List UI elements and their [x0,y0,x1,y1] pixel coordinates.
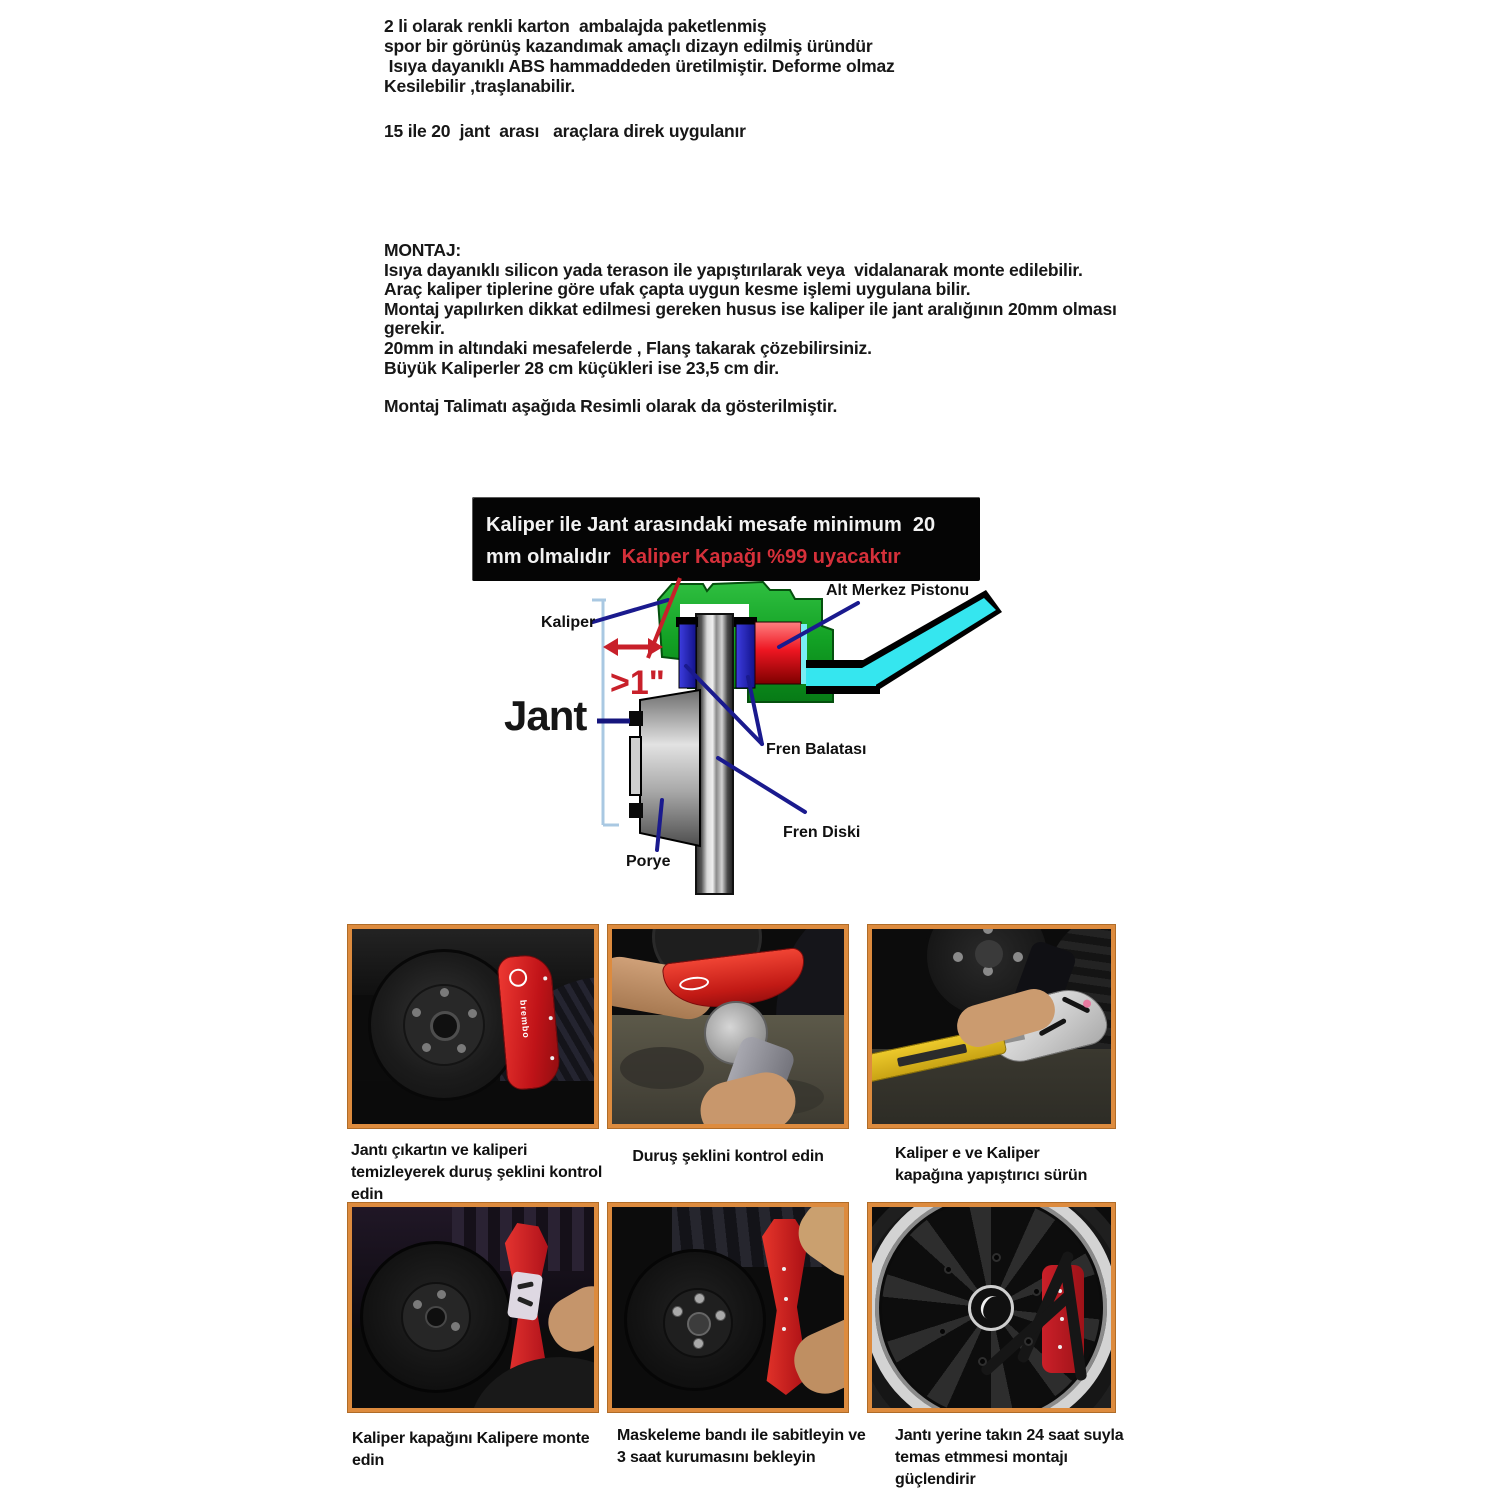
brake-pad-right [736,624,755,688]
brand-logo-ring [678,975,709,992]
step-photo-2 [608,925,848,1128]
rivet-dot [1060,1317,1064,1321]
center-cap-logo [977,1292,1007,1323]
lug-nut [715,1310,726,1321]
montaj-line: Araç kaliper tiplerine göre ufak çapta uygun kesme işlemi uygulana bilir. [384,279,971,300]
intro-line: Isıya dayanıklı ABS hammaddeden üretilmiştir. Deforme olmaz [384,56,895,76]
hose-diag [862,598,996,686]
label-fren-diski: Fren Diski [783,824,861,841]
center-cap [975,940,1003,968]
lug-bolt [437,1290,446,1299]
step-photo-1 [348,925,598,1128]
lug-bolt [412,1008,421,1017]
floor-stain [620,1047,704,1089]
banner-line-2-red: Kaliper Kapağı %99 uyacaktır [621,546,901,568]
brand-text: brembo [518,999,532,1040]
masking-paper [507,1271,543,1321]
step-caption-4: Kaliper kapağını Kalipere monte edin [352,1430,590,1469]
lug-nut [694,1293,705,1304]
montaj-line: Isıya dayanıklı silicon yada terason ile yapıştırılarak veya vidalanarak monte edilebilir. [384,259,1083,280]
piston-shape [755,622,801,684]
hub-face [663,1288,733,1358]
banner-line-2-white: mm olmalıdır [486,546,622,568]
lug-hole [1032,1287,1041,1296]
hub-face [401,1282,471,1352]
step-photo-6 [868,1203,1115,1412]
banner-line-1: Kaliper ile Jant arasındaki mesafe minimum 20 [486,514,936,536]
brake-pad-left [679,624,696,688]
label-fren-balatasi: Fren Balatası [766,741,867,758]
hub-shape [640,690,700,846]
lug-bolt [451,1322,460,1331]
brake-disc-shape [696,614,733,894]
rivet-dot [549,1016,553,1020]
lug-bolt [1013,952,1023,962]
brake-assembly-diagram [440,575,1020,905]
measure-arrowhead-left [603,638,618,656]
step-caption-1: Jantı çıkartın ve kaliperi temizleyerek duruş şeklini kontrol edin [351,1142,603,1203]
lug-hole [978,1357,987,1366]
fitment-line: 15 ile 20 jant arası araçlara direk uygulanır [384,121,746,141]
lug-bolt [983,925,993,934]
step-caption-3: Kaliper e ve Kaliper kapağına yapıştırıcı sürün [895,1145,1088,1184]
step-caption-5: Maskeleme bandı ile sabitleyin ve 3 saat kurumasını bekleyin [617,1427,866,1466]
step-photo-3 [868,925,1115,1128]
label-porye: Porye [626,853,671,870]
montaj-line: 20mm in altındaki mesafelerde , Flanş takarak çözebilirsiniz. [384,337,872,358]
center-cap [430,1011,460,1041]
step-caption-2: Duruş şeklini kontrol edin [632,1148,824,1165]
label-kaliper: Kaliper [541,614,596,631]
step-caption-6: Jantı yerine takın 24 saat suyla temas etmmesi montajı güçlendirir [895,1427,1124,1488]
center-cap [687,1312,711,1336]
step-photo-5 [608,1203,848,1412]
montaj-line: Büyük Kaliperler 28 cm küçükleri ise 23,5 cm dir. [384,357,779,378]
lug-hole [938,1327,947,1336]
lug-bolt [440,988,449,997]
label-alt-merkez-pistonu: Alt Merkez Pistonu [826,582,970,599]
dark-mark [517,1296,534,1307]
brake-disc-photo [624,1249,766,1391]
lug-bolt [468,1009,477,1018]
label-min-gap: >1" [610,664,665,702]
montaj-line: Montaj yapılırken dikkat edilmesi gereken husus ise kaliper ile jant aralığının 20mm olması [384,298,1117,319]
lug-bolt [457,1044,466,1053]
step-photo-4 [348,1203,598,1412]
hub-face [403,984,485,1066]
rivet-dot [782,1267,786,1271]
hub-side-shape [630,737,641,795]
rivet-dot [782,1327,786,1331]
glue-gun-label-band [897,1044,967,1067]
hub-stud-top [629,711,643,726]
dark-mark [517,1281,534,1289]
brand-logo-ring [508,968,528,988]
rivet-dot [543,976,547,980]
lug-bolt [953,952,963,962]
montaj-footer: Montaj Talimatı aşağıda Resimli olarak da gösterilmiştir. [384,396,838,417]
banner-line-2 [486,541,980,573]
rivet-dot [1058,1345,1062,1349]
lug-hole [944,1265,953,1274]
label-jant: Jant [504,692,587,739]
lug-hole [992,1253,1001,1262]
rivet-dot [784,1297,788,1301]
lug-bolt [422,1043,431,1052]
intro-line: 2 li olarak renkli karton ambalajda paketlenmiş [384,16,767,36]
lug-nut [693,1338,704,1349]
center-cap [425,1306,447,1328]
intro-paragraph [384,16,895,96]
montaj-title: MONTAJ: [384,240,462,260]
lug-bolt [413,1300,422,1309]
brake-disc-photo [360,1241,512,1393]
montaj-line: gerekir. [384,318,445,339]
center-cap [968,1285,1014,1331]
intro-line: Kesilebilir ,traşlanabilir. [384,76,576,96]
rivet-dot [550,1056,554,1060]
hub-stud-bottom [629,803,643,818]
pink-mark [1082,999,1092,1009]
distance-warning-banner [472,497,980,581]
intro-line: spor bir görünüş kazandımak amaçlı dizayn edilmiş üründür [384,36,873,56]
montaj-section [384,241,1117,417]
lug-nut [672,1306,683,1317]
lug-hole [1024,1337,1033,1346]
